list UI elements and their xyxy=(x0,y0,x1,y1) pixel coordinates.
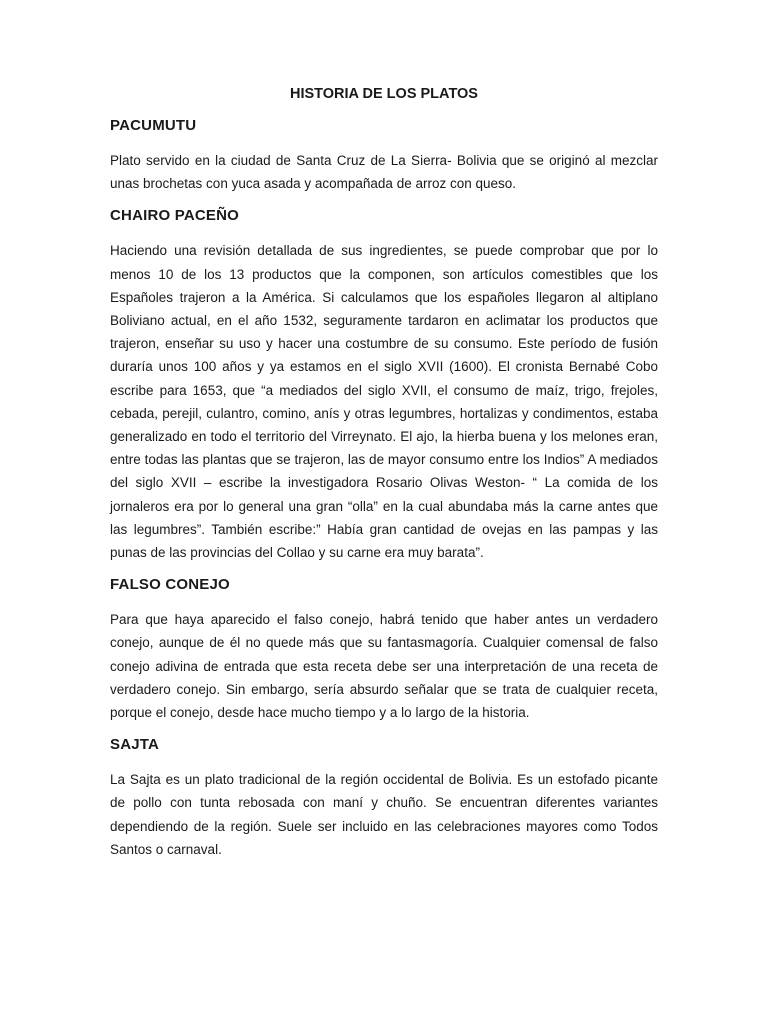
section-body-chairo-paceno: Haciendo una revisión detallada de sus ingredientes, se puede comprobar que por lo menos 10 de los 13 productos que la componen, son artículos comestibles que los Españoles trajeron a la América. Si calculamos que los españoles llegaron al altiplano Boliviano actual, en el año 1532, seguramente tardaron en aclimatar los productos que trajeron, enseñar su uso y hacer una costumbre de su consumo. Este período de fusión duraría unos 100 años y ya estamos en el siglo XVII (1600). El cronista Bernabé Cobo escribe para 1653, que “a mediados del siglo XVII, el consumo de maíz, trigo, frejoles, cebada, perejil, culantro, comino, anís y otras legumbres, hortalizas y condimentos, estaba generalizado en todo el territorio del Virreynato. El ajo, la hierba buena y los melones eran, entre todas las plantas que se trajeron, las de mayor consumo entre los Indios” A mediados del siglo XVII – escribe la investigadora Rosario Olivas Weston- “ La comida de los jornaleros era por lo general una gran “olla” en la cual abundaba más la carne antes que las legumbres”. También escribe:” Había gran cantidad de ovejas en las pampas y las punas de las provincias del Collao y su carne era muy barata”. xyxy=(110,243,658,561)
section-heading-sajta: SAJTA xyxy=(110,736,160,754)
section-heading-pacumutu: PACUMUTU xyxy=(110,117,197,134)
section-heading-chairo-paceno: CHAIRO PACEÑO xyxy=(110,207,239,225)
section-body-falso-conejo: Para que haya aparecido el falso conejo, habrá tenido que haber antes un verdadero conejo, aunque de él no quede más que su fantasmagoría. Cualquier comensal de falso conejo adivina de entrada que esta receta debe ser una interpretación de una receta de verdadero conejo. Sin embargo, sería absurdo señalar que se trata de cualquier receta, porque el conejo, desde hace mucho tiempo y a lo largo de la historia. xyxy=(110,612,658,721)
document-content xyxy=(110,84,658,872)
section-body-sajta: La Sajta es un plato tradicional de la región occidental de Bolivia. Es un estofado picante de pollo con tunta rebosada con maní y chuño. Se encuentran diferentes variantes dependiendo de la región. Suele ser incluido en las celebraciones mayores como Todos Santos o carnaval. xyxy=(110,772,658,857)
section-body-pacumutu: Plato servido en la ciudad de Santa Cruz de La Sierra- Bolivia que se originó al mezclar unas brochetas con yuca asada y acompañada de arroz con queso. xyxy=(110,153,658,192)
document-title: HISTORIA DE LOS PLATOS xyxy=(290,86,478,102)
section-heading-falso-conejo: FALSO CONEJO xyxy=(110,576,230,594)
